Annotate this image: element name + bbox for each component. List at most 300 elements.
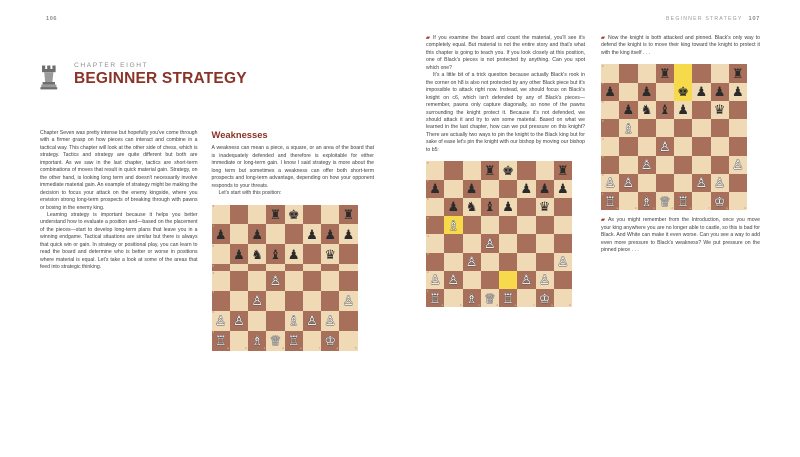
- board-square-h2: [339, 311, 357, 331]
- board-square-g3: [536, 253, 554, 271]
- paragraph-text: If you examine the board and count the material, you'll see it's completely equal. But material is not the entire story and that's what this chapter is going to teach you. If you look closely at this position, one of Black's pieces is not protected by anything. Can you spot which one?: [426, 35, 585, 71]
- board-square-h8: [729, 64, 747, 82]
- piece-wp-h3: ♙: [342, 293, 355, 309]
- board-square-h5: [554, 216, 572, 234]
- piece-wr-a1: ♖: [429, 290, 441, 306]
- board-square-d8: [656, 64, 674, 82]
- rank-label-6: 6: [212, 243, 215, 248]
- piece-bb-d6: ♝: [484, 199, 496, 215]
- rank-label-3: 3: [427, 252, 429, 256]
- board-square-h3: [729, 156, 747, 174]
- board-square-h7: [554, 180, 572, 198]
- piece-wp-a2: ♙: [429, 272, 441, 288]
- file-label-g: g: [726, 205, 728, 210]
- board-square-e3: [674, 156, 692, 174]
- board-square-g2: [711, 174, 729, 192]
- piece-wq-d1: ♕: [484, 290, 496, 306]
- rank-label-6: 6: [427, 197, 429, 202]
- board-square-c2: [463, 271, 481, 289]
- board-square-b1: [441, 289, 462, 307]
- board-square-c2: [248, 311, 266, 331]
- board-square-d4: [481, 234, 499, 252]
- page-title: BEGINNER STRATEGY: [74, 70, 247, 87]
- board-square-d2: [656, 174, 674, 192]
- piece-wr-a1: ♖: [604, 193, 616, 209]
- board-square-c7: [638, 83, 656, 101]
- piece-br-h8: ♜: [557, 162, 569, 178]
- piece-wp-f2: ♙: [520, 272, 533, 288]
- board-square-c6: [248, 244, 266, 264]
- piece-wk-g1: ♔: [713, 193, 726, 209]
- file-label-h: h: [569, 302, 571, 307]
- board-square-a6: [212, 244, 230, 264]
- board-square-b7: [619, 83, 637, 101]
- board-square-e7: [674, 83, 692, 101]
- board-square-g3: [711, 156, 729, 174]
- board-square-e1: [285, 331, 303, 351]
- board-square-a5: [212, 264, 230, 271]
- piece-wp-b2: ♙: [622, 175, 635, 191]
- rank-label-8: 8: [212, 204, 215, 209]
- board-square-b6: [444, 198, 462, 216]
- board-square-g1: [321, 331, 339, 351]
- board-square-b8: [619, 64, 637, 82]
- board-square-g2: [536, 271, 554, 289]
- board-square-h8: [554, 161, 572, 179]
- board-square-e5: [499, 216, 517, 234]
- piece-br-d8: ♜: [659, 65, 671, 81]
- board-square-a8: [601, 64, 619, 82]
- rank-label-8: 8: [427, 160, 429, 165]
- board-square-e4: [285, 271, 303, 291]
- board-square-f6: [517, 198, 535, 216]
- board-square-h1: [554, 289, 572, 307]
- file-label-d: d: [281, 346, 284, 351]
- file-label-e: e: [300, 346, 302, 351]
- board-square-e5: [285, 264, 303, 271]
- board-square-h4: [554, 234, 572, 252]
- board-square-a1: [426, 289, 444, 307]
- piece-bp-e6: ♟: [677, 102, 689, 118]
- file-label-b: b: [245, 346, 248, 351]
- column-two: [212, 130, 374, 351]
- piece-bq-g6: ♛: [324, 246, 336, 262]
- board-square-c5: [248, 264, 266, 271]
- rank-label-7: 7: [212, 223, 215, 228]
- board-square-f7: [692, 83, 710, 101]
- piece-bq-g6: ♛: [538, 199, 551, 215]
- board-square-a4: [212, 271, 230, 291]
- running-head-title: BEGINNER STRATEGY: [666, 16, 743, 22]
- board-square-b4: [619, 137, 637, 155]
- board-square-a1: [601, 192, 619, 210]
- paragraph: Chapter Seven was pretty intense but hopefully you've come through with a firmer grasp on how pieces can interact and combine in a tactical way. This chapter will look at the other side of chess, which is strategy. Tactics and strategy are quite different but both are important. As we saw in the last chapter, tactics are short-term combinations of moves that result in quick material gain. Strategy, on the other hand, is looking long term and doesn't necessarily involve immediate material gain. An example of strategy might be making the decision to focus your attack on the enemy kingside, where you envision strong long-term prospects of breaking through with pawns or boxing in the enemy king.: [40, 130, 198, 211]
- piece-wp-h3: ♙: [732, 157, 744, 173]
- board-square-b5: [444, 216, 462, 234]
- board-square-g6: [321, 244, 339, 264]
- board-square-d1: [481, 289, 499, 307]
- board-square-a7: [601, 83, 619, 101]
- board-square-g8: [536, 161, 554, 179]
- board-square-f8: [517, 161, 535, 179]
- board-square-b5: [619, 119, 637, 137]
- pawn-bullet-icon: ▰: [426, 35, 430, 41]
- board-square-f2: [692, 174, 710, 192]
- board-square-e8: [674, 64, 692, 82]
- board-square-e1: [499, 289, 517, 307]
- piece-wq-d1: ♕: [659, 193, 671, 209]
- board-square-e3: [285, 291, 303, 311]
- board-square-g5: [536, 216, 554, 234]
- chess-board-bishop-b5: [426, 161, 572, 307]
- board-square-f8: [692, 64, 710, 82]
- rank-label-7: 7: [602, 82, 604, 87]
- piece-bp-c7: ♟: [640, 84, 653, 100]
- paragraph: Learning strategy is important because it helps you better understand how to evaluate a position and—based on the placement of the pieces—start to develop long-term plans that leave you in a winning endgame. Tactical situations are similar but there is always that quick win or gain. In strategy or positional play, you can learn to read the board and determine who is better or worse in positions where material is equal. Let's take a look at some of the areas that feed into strategic thinking.: [40, 211, 198, 271]
- board-square-e5: [674, 119, 692, 137]
- board-square-b3: [444, 253, 462, 271]
- board-square-b8: [230, 205, 248, 225]
- board-square-h6: [729, 101, 747, 119]
- board-square-f2: [517, 271, 535, 289]
- piece-wp-g2: ♙: [324, 313, 336, 329]
- board-square-e2: [499, 271, 517, 289]
- board-square-d5: [481, 216, 499, 234]
- page-right: [400, 0, 800, 457]
- file-label-d: d: [671, 205, 673, 210]
- board-square-d2: [481, 271, 499, 289]
- board-square-g7: [536, 180, 554, 198]
- board-square-e4: [674, 137, 692, 155]
- board-square-b2: [619, 174, 637, 192]
- piece-bp-a7: ♟: [429, 181, 441, 197]
- board-square-g6: [536, 198, 554, 216]
- left-page-columns: [40, 130, 374, 351]
- board-square-b6: [230, 244, 248, 264]
- board-square-d8: [481, 161, 499, 179]
- piece-bb-d6: ♝: [659, 102, 671, 118]
- board-square-b2: [230, 311, 248, 331]
- board-square-b4: [444, 234, 462, 252]
- paragraph-with-bullet: [601, 35, 760, 57]
- piece-wb-c1: ♗: [465, 290, 478, 306]
- piece-wb-c1: ♗: [251, 333, 263, 349]
- file-label-g: g: [551, 302, 553, 307]
- board-square-d1: [656, 192, 674, 210]
- piece-bk-e8: ♚: [287, 206, 300, 222]
- piece-wp-f2: ♙: [306, 313, 318, 329]
- board-square-f5: [517, 216, 535, 234]
- rank-label-7: 7: [427, 179, 429, 183]
- file-label-c: c: [653, 205, 655, 210]
- board-square-c7: [248, 224, 266, 244]
- paragraph-text: Now the knight is both attacked and pinned. Black's only way to defend the knight is to move their king toward the knight to protect it with the king itself . . .: [601, 35, 760, 56]
- board-square-c5: [463, 216, 481, 234]
- piece-bp-e6: ♟: [287, 246, 300, 262]
- rank-label-6: 6: [602, 100, 604, 105]
- piece-br-h8: ♜: [732, 65, 744, 81]
- board-square-b1: [230, 331, 248, 351]
- paragraph: Let's start with this position:: [218, 190, 282, 197]
- board-square-c3: [248, 291, 266, 311]
- rank-label-8: 8: [602, 63, 604, 68]
- file-label-b: b: [459, 302, 462, 307]
- board-square-e7: [285, 224, 303, 244]
- piece-wp-b2: ♙: [233, 313, 245, 329]
- file-label-a: a: [616, 205, 619, 210]
- board-square-c1: [638, 192, 656, 210]
- rank-label-5: 5: [602, 118, 604, 123]
- file-label-b: b: [634, 205, 637, 210]
- rank-label-1: 1: [427, 288, 429, 293]
- piece-bn-c6: ♞: [640, 102, 653, 118]
- piece-wp-c3: ♙: [251, 293, 263, 309]
- board-square-d6: [266, 244, 284, 264]
- board-square-c6: [638, 101, 656, 119]
- board-square-f6: [692, 101, 710, 119]
- board-square-c4: [638, 137, 656, 155]
- right-page-columns: [426, 35, 760, 307]
- pawn-bullet-icon: ▰: [601, 217, 605, 224]
- board-square-g1: [708, 192, 729, 210]
- board-square-c8: [248, 205, 266, 225]
- file-label-c: c: [478, 302, 480, 307]
- rank-label-2: 2: [427, 270, 429, 275]
- board-square-d5: [656, 119, 674, 137]
- board-square-d7: [481, 180, 499, 198]
- board-square-c3: [463, 253, 481, 271]
- board-square-d2: [266, 311, 284, 331]
- column-three: [426, 35, 585, 307]
- piece-wp-f2: ♙: [695, 175, 708, 191]
- board-square-a2: [426, 271, 444, 289]
- board-square-e6: [285, 244, 303, 264]
- rank-label-1: 1: [212, 330, 215, 335]
- board-square-f4: [517, 234, 535, 252]
- board-square-h5: [339, 264, 357, 271]
- board-square-a1: [212, 331, 230, 351]
- board-square-a6: [601, 101, 619, 119]
- board-square-e8: [499, 161, 517, 179]
- piece-wb-e2: ♗: [287, 313, 300, 329]
- piece-wp-a2: ♙: [214, 313, 227, 329]
- piece-wq-d1: ♕: [269, 333, 282, 349]
- board-square-d6: [481, 198, 499, 216]
- file-label-h: h: [744, 205, 746, 210]
- board-square-f1: [689, 192, 710, 210]
- file-label-f: f: [533, 302, 535, 307]
- paragraph-with-bullet: [426, 35, 585, 72]
- board-square-b7: [230, 224, 248, 244]
- section-heading-weaknesses: Weaknesses: [211, 129, 268, 140]
- board-square-f8: [303, 205, 321, 225]
- board-square-g4: [711, 137, 729, 155]
- board-square-e6: [674, 101, 692, 119]
- board-square-c4: [463, 234, 481, 252]
- board-square-b2: [444, 271, 462, 289]
- piece-wp-d4: ♙: [269, 273, 282, 289]
- board-square-g4: [536, 234, 554, 252]
- piece-wp-c3: ♙: [640, 157, 653, 173]
- board-square-h5: [729, 119, 747, 137]
- board-square-b7: [444, 180, 462, 198]
- board-square-e2: [285, 311, 303, 331]
- board-square-d5: [266, 264, 284, 271]
- chess-board-initial: [212, 205, 358, 351]
- board-square-f5: [692, 119, 710, 137]
- board-square-g6: [711, 101, 729, 119]
- piece-bn-c6: ♞: [251, 246, 263, 262]
- board-square-d8: [266, 205, 284, 225]
- board-square-c6: [463, 198, 481, 216]
- board-square-g8: [711, 64, 729, 82]
- board-square-e4: [499, 234, 517, 252]
- file-label-g: g: [336, 346, 339, 351]
- board-square-g7: [321, 224, 339, 244]
- board-square-g1: [533, 289, 554, 307]
- piece-bp-g7: ♟: [538, 181, 551, 197]
- rank-label-3: 3: [212, 290, 215, 295]
- board-square-f3: [303, 291, 321, 311]
- board-square-f2: [303, 311, 321, 331]
- piece-wp-d4: ♙: [659, 138, 671, 154]
- piece-wp-b2: ♙: [447, 272, 460, 288]
- piece-wp-g2: ♙: [538, 272, 551, 288]
- piece-wb-b5: ♗: [622, 120, 635, 136]
- column-one: [40, 130, 198, 351]
- board-square-a3: [426, 253, 444, 271]
- board-square-c5: [638, 119, 656, 137]
- board-square-g7: [711, 83, 729, 101]
- board-square-a5: [426, 216, 444, 234]
- board-square-f4: [303, 271, 321, 291]
- piece-bp-f7: ♟: [695, 84, 708, 100]
- file-label-d: d: [496, 302, 498, 307]
- board-square-b6: [619, 101, 637, 119]
- piece-wp-g2: ♙: [713, 175, 726, 191]
- piece-bp-g7: ♟: [324, 226, 336, 242]
- folio-right: [426, 14, 760, 24]
- folio-right-number: 107: [748, 16, 760, 22]
- paragraph: A weakness can mean a piece, a square, or an area of the board that is inadequately defended and therefore is exploitable for either immediate or long-term gain. I know I said strategy is more about the long term but sometimes a weakness can offer both short-term prospects and long-term advantage, depending on how your opponent responds to your threats.: [211, 145, 374, 189]
- board-square-a7: [212, 224, 230, 244]
- folio-left: [40, 14, 374, 24]
- piece-br-d8: ♜: [484, 162, 496, 178]
- board-square-d3: [266, 291, 284, 311]
- board-square-h3: [554, 253, 572, 271]
- board-square-a3: [601, 156, 619, 174]
- board-square-d7: [656, 83, 674, 101]
- board-square-e6: [499, 198, 517, 216]
- board-square-g3: [321, 291, 339, 311]
- file-label-e: e: [514, 302, 517, 307]
- paragraph-text: As you might remember from the Introduction, once you move your king anywhere you are no longer able to castle, so this is bad for Black. And White can make it even worse. Can you see a way to add even more pressure to Black's weakness? We put pressure on the pinned piece . . .: [601, 217, 760, 254]
- board-square-d3: [481, 253, 499, 271]
- piece-wr-e1: ♖: [287, 333, 300, 349]
- piece-bp-b6: ♟: [233, 246, 245, 262]
- piece-wp-c3: ♙: [465, 254, 478, 270]
- board-square-f1: [514, 289, 535, 307]
- piece-bp-h7: ♟: [557, 181, 569, 197]
- board-square-b5: [230, 264, 248, 271]
- board-square-c1: [248, 331, 266, 351]
- board-square-h6: [339, 244, 357, 264]
- piece-br-d8: ♜: [269, 206, 282, 222]
- piece-br-h8: ♜: [342, 206, 355, 222]
- board-square-a5: [601, 119, 619, 137]
- piece-bp-a7: ♟: [604, 84, 616, 100]
- board-square-g8: [321, 205, 339, 225]
- piece-bp-f7: ♟: [306, 226, 318, 242]
- chapter-heading-block: [40, 62, 374, 90]
- piece-wk-g1: ♔: [538, 290, 551, 306]
- board-square-h7: [729, 83, 747, 101]
- board-square-f7: [303, 224, 321, 244]
- piece-bb-d6: ♝: [269, 246, 282, 262]
- paragraph: It's a little bit of a trick question because actually Black's rook in the corner on h8 is also not protected by any other Black piece but it's impossible to attack right now. Instead, we should focus on Black's knight on c6, which isn't defended by any of Black's pieces—remember, pawns only capture diagonally, so none of the pawns surrounding the knight protect it. Because it's not defended, we should attack it and try to win some material. Based on what we learned in the last chapter, how can we put pressure on this knight? There are actually two ways to pin the knight to the Black king but for sake of ease let's pin the knight with our bishop by moving our bishop to b5:: [426, 72, 585, 153]
- rank-label-2: 2: [212, 310, 215, 315]
- board-square-g4: [321, 271, 339, 291]
- piece-wr-e1: ♖: [502, 290, 514, 306]
- board-square-c7: [463, 180, 481, 198]
- piece-bp-c7: ♟: [251, 226, 263, 242]
- file-label-e: e: [689, 205, 692, 210]
- board-square-c4: [248, 271, 266, 291]
- board-square-e2: [674, 174, 692, 192]
- chapter-eyebrow: CHAPTER EIGHT: [74, 62, 149, 69]
- rank-label-2: 2: [602, 173, 604, 178]
- piece-bp-h7: ♟: [342, 226, 355, 242]
- board-square-h8: [339, 205, 357, 225]
- piece-wk-g1: ♔: [324, 333, 336, 349]
- rank-label-4: 4: [212, 270, 215, 275]
- file-label-c: c: [263, 346, 266, 351]
- rank-label-5: 5: [212, 263, 215, 268]
- folio-left-number: 106: [46, 16, 58, 22]
- board-square-a8: [426, 161, 444, 179]
- board-square-f7: [517, 180, 535, 198]
- rank-label-5: 5: [427, 215, 429, 220]
- piece-wr-e1: ♖: [677, 193, 689, 209]
- chess-board-king-e7: [601, 64, 747, 210]
- board-square-h1: [729, 192, 747, 210]
- board-square-a2: [601, 174, 619, 192]
- board-square-h4: [339, 271, 357, 291]
- piece-wr-a1: ♖: [214, 333, 227, 349]
- board-square-d3: [656, 156, 674, 174]
- board-square-d7: [266, 224, 284, 244]
- board-square-f4: [692, 137, 710, 155]
- file-label-h: h: [354, 346, 357, 351]
- board-square-h1: [336, 331, 357, 351]
- rank-label-1: 1: [602, 191, 604, 196]
- piece-bp-g7: ♟: [713, 84, 726, 100]
- file-label-f: f: [319, 346, 321, 351]
- piece-bp-h7: ♟: [732, 84, 744, 100]
- board-square-d4: [266, 271, 284, 291]
- piece-bp-c7: ♟: [465, 181, 478, 197]
- board-square-g2: [321, 311, 339, 331]
- piece-wp-d4: ♙: [484, 235, 496, 251]
- board-square-b4: [230, 271, 248, 291]
- board-square-e7: [499, 180, 517, 198]
- board-square-a4: [601, 137, 619, 155]
- board-square-d1: [263, 331, 284, 351]
- piece-bp-b6: ♟: [447, 199, 460, 215]
- board-square-f3: [517, 253, 535, 271]
- board-square-h4: [729, 137, 747, 155]
- board-square-f3: [692, 156, 710, 174]
